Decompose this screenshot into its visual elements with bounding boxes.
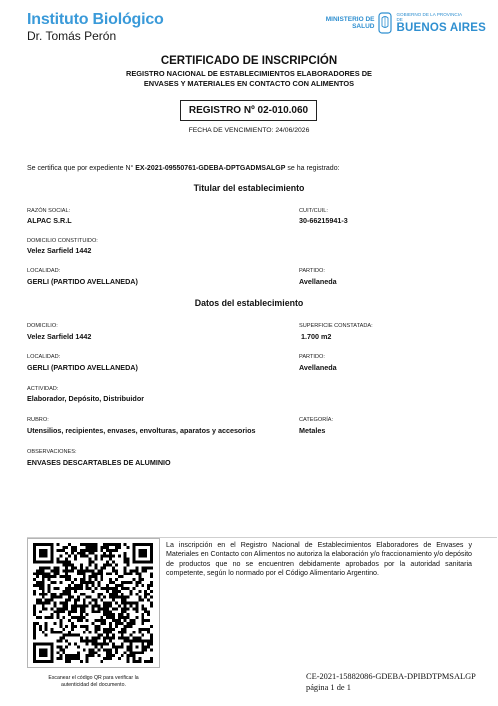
cert-suffix: se ha registrado: (287, 165, 340, 172)
cuit-label: CUIT/CUIL: (299, 208, 328, 214)
ministry-label (326, 16, 375, 31)
superficie-value: 1.700 m2 (301, 332, 332, 341)
legal-disclaimer: La inscripción en el Registro Nacional de Establecimientos Elaboradores de Envases y Materiales en Contacto con Alimentos no autoriza la elaboración y/o fraccionamiento y/o depósito de productos que no se encuentren debidamente aprobados por la autoridad sanitaria competente, según lo normado por el Código Alimentario Argentino. (166, 541, 472, 578)
categoria-label: CATEGORÍA: (299, 417, 334, 423)
province-small-line1: GOBIERNO DE LA PROVINCIA (396, 12, 463, 17)
titular-partido-label: PARTIDO: (299, 268, 325, 274)
institute-logo-subtitle: Dr. Tomás Perón (27, 29, 117, 43)
province-small-line2: DE (396, 17, 403, 22)
qr-caption (27, 675, 160, 688)
expiration-date: FECHA DE VENCIMIENTO: 24/06/2026 (188, 127, 310, 134)
razon-social-value: ALPAC S.R.L (27, 216, 72, 225)
qr-caption-line2: autenticidad del documento. (61, 681, 126, 688)
razon-social-label: RAZÓN SOCIAL: (27, 208, 71, 214)
registration-number-box: REGISTRO Nº 02-010.060 (180, 100, 317, 121)
ce-document-number: CE-2021-15882086-GDEBA-DPIBDTPMSALGP (306, 672, 476, 681)
rubro-value: Utensilios, recipientes, envases, envolturas, aparatos y accesorios (27, 426, 256, 435)
domicilio-label: DOMICILIO: (27, 323, 58, 329)
subtitle-line1: REGISTRO NACIONAL DE ESTABLECIMIENTOS ELABORADORES DE (126, 69, 372, 78)
certificate-subtitle (60, 69, 438, 88)
province-seal-icon (378, 12, 392, 34)
titular-partido-value: Avellaneda (299, 277, 337, 286)
partido-label: PARTIDO: (299, 354, 325, 360)
institute-logo-title: Instituto Biológico (27, 11, 164, 28)
rubro-label: RUBRO: (27, 417, 49, 423)
observaciones-label: OBSERVACIONES: (27, 449, 77, 455)
titular-localidad-label: LOCALIDAD: (27, 268, 61, 274)
cuit-value: 30-66215941-3 (299, 216, 348, 225)
qr-caption-line1: Escanear el código QR para verificar la (48, 675, 139, 681)
establecimiento-heading: Datos del establecimiento (194, 298, 304, 308)
domicilio-value: Velez Sarfield 1442 (27, 332, 92, 341)
categoria-value: Metales (299, 426, 326, 435)
partido-value: Avellaneda (299, 363, 337, 372)
superficie-label: SUPERFICIE CONSTATADA: (299, 323, 373, 329)
certification-statement (27, 165, 340, 172)
page-number: página 1 de 1 (306, 683, 351, 692)
titular-localidad-value: GERLI (PARTIDO AVELLANEDA) (27, 277, 138, 286)
government-logo (326, 12, 486, 34)
province-wordmark (396, 12, 486, 34)
localidad-label: LOCALIDAD: (27, 354, 61, 360)
ministry-line1: MINISTERIO DE (325, 15, 375, 23)
expediente-number: EX-2021-09550761-GDEBA-DPTGADMSALGP (135, 165, 286, 172)
observaciones-value: ENVASES DESCARTABLES DE ALUMINIO (27, 458, 171, 467)
actividad-value: Elaborador, Depósito, Distribuidor (27, 394, 145, 403)
domicilio-constituido-label: DOMICILIO CONSTITUIDO: (27, 238, 98, 244)
province-name: BUENOS AIRES (396, 22, 486, 34)
domicilio-constituido-value: Velez Sarfield 1442 (27, 246, 92, 255)
titular-heading: Titular del establecimiento (193, 183, 305, 193)
actividad-label: ACTIVIDAD: (27, 386, 59, 392)
ministry-line2: SALUD (352, 23, 375, 30)
localidad-value: GERLI (PARTIDO AVELLANEDA) (27, 363, 138, 372)
subtitle-line2: ENVASES Y MATERIALES EN CONTACTO CON ALIMENTOS (143, 78, 355, 88)
cert-prefix: Se certifica que por expediente N° (27, 165, 134, 172)
verification-qr-code-icon[interactable] (33, 543, 153, 663)
certificate-title: CERTIFICADO DE INSCRIPCIÓN (160, 55, 338, 67)
